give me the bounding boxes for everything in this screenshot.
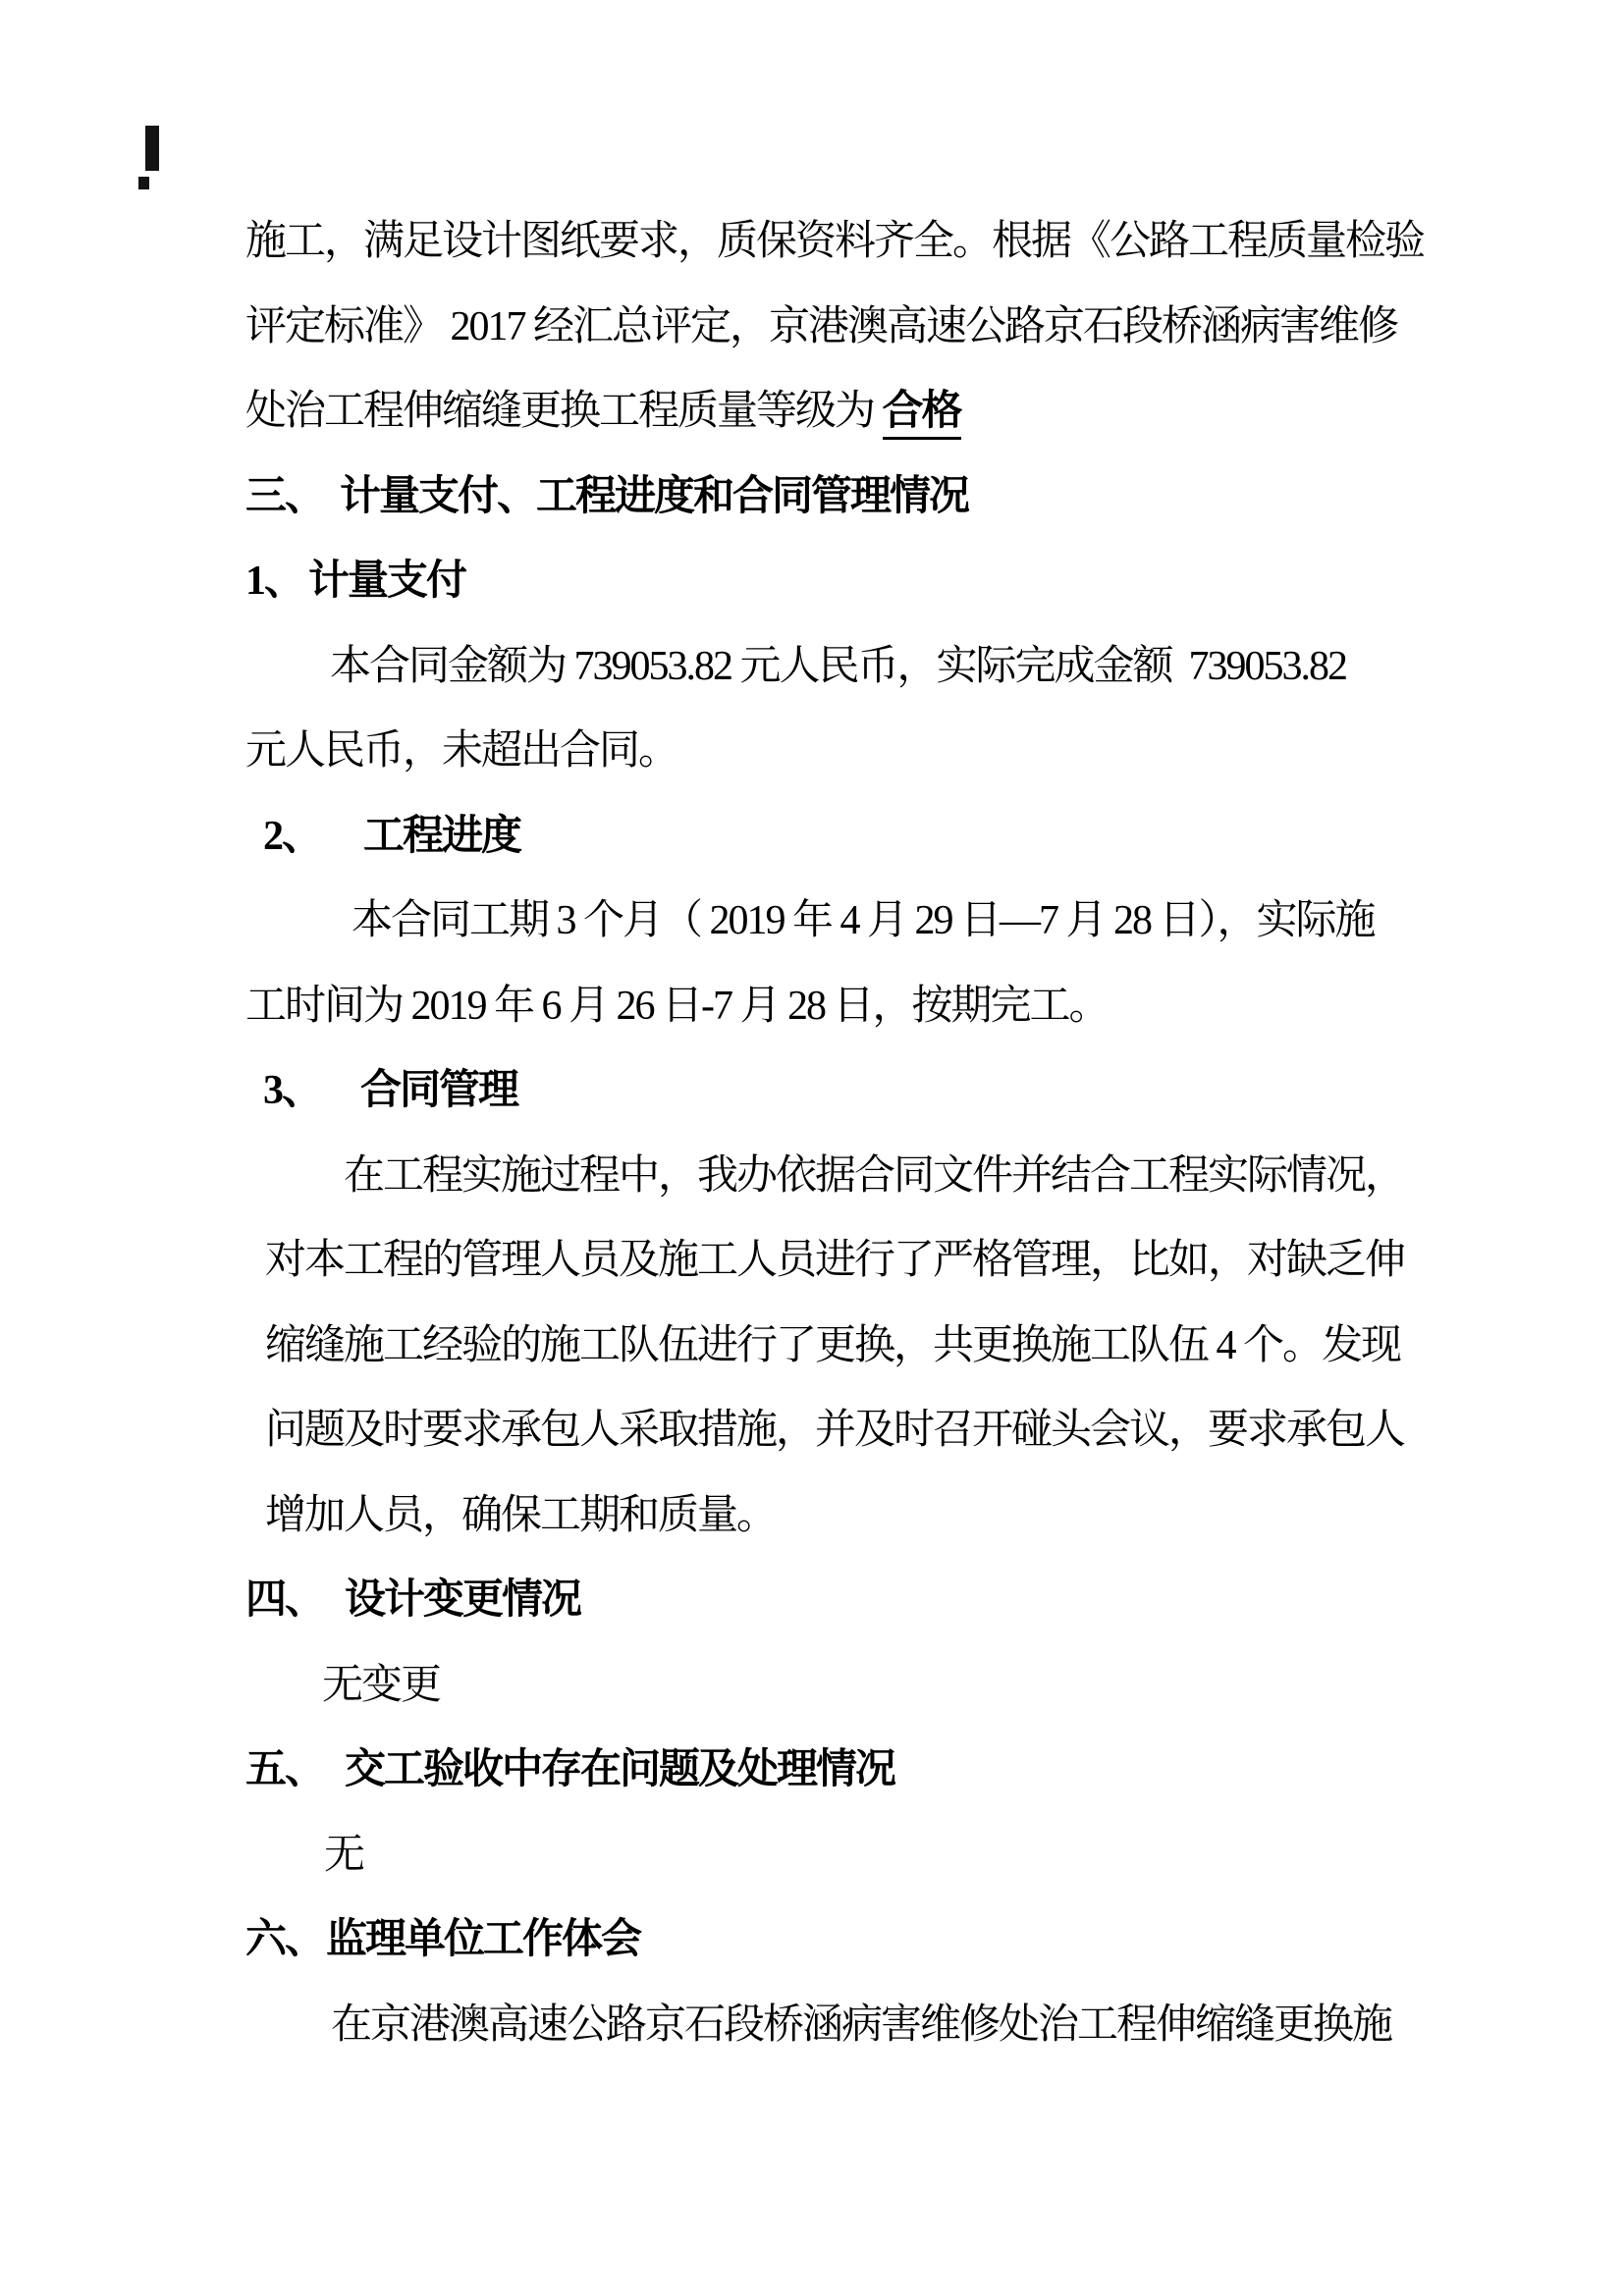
body-line <box>245 1813 1492 1898</box>
body-text: 本合同金额为 739053.82 元人民币，实际完成金额 739053.82 <box>330 643 1347 689</box>
heading-text: 五、 <box>245 1747 325 1792</box>
body-line <box>245 1983 1492 2068</box>
scan-artifact <box>145 126 159 171</box>
heading-text: 2、 <box>263 813 322 859</box>
body-line <box>245 1473 1492 1559</box>
heading-line <box>245 454 1492 540</box>
body-text: 缩缝施工经验的施工队伍进行了更换，共更换施工队伍 4 个。发现 <box>265 1322 1401 1368</box>
heading-line <box>245 794 1492 880</box>
heading-text: 监理单位工作体会 <box>326 1917 641 1962</box>
body-line <box>245 369 1492 454</box>
body-line <box>245 1134 1492 1219</box>
body-text: 在工程实施过程中，我办依据合同文件并结合工程实际情况， <box>344 1152 1405 1199</box>
heading-line <box>245 1728 1492 1813</box>
body-line <box>245 1218 1492 1304</box>
body-line <box>245 879 1492 964</box>
body-text: 问题及时要求承包人采取措施，并及时召开碰头会议，要求承包人 <box>265 1408 1405 1453</box>
body-text: 评定标准》 2017 经汇总评定，京港澳高速公路京石段桥涵病害维修 <box>245 303 1398 349</box>
heading-line <box>245 539 1492 624</box>
body-text: 工时间为 2019 年 6 月 26 日-7 月 28 日，按期完工。 <box>245 983 1109 1029</box>
body-text: 处治工程伸缩缝更换工程质量等级为 <box>245 389 883 434</box>
heading-text: 1、 <box>245 559 304 604</box>
heading-text: 工程进度 <box>363 813 521 859</box>
heading-text: 六、 <box>245 1917 325 1962</box>
heading-line <box>245 1897 1492 1983</box>
body-text: 无变更 <box>322 1662 441 1708</box>
heading-text: 计量支付、工程进度和合同管理情况 <box>340 473 969 519</box>
heading-line <box>245 1048 1492 1134</box>
body-text: 对本工程的管理人员及施工人员进行了严格管理，比如，对缺乏伸 <box>265 1238 1405 1283</box>
body-line <box>245 1304 1492 1389</box>
body-text: 元人民币，未超出合同。 <box>245 728 678 774</box>
body-text: 施工，满足设计图纸要求，质保资料齐全。根据《公路工程质量检验 <box>245 219 1425 264</box>
body-text: 增加人员，确保工期和质量。 <box>265 1492 777 1538</box>
quality-grade-text: 合格 <box>883 389 961 440</box>
document-content <box>245 199 1492 2067</box>
body-text: 在京港澳高速公路京石段桥涵病害维修处治工程伸缩缝更换施 <box>331 2002 1392 2048</box>
body-line <box>245 199 1492 285</box>
body-line <box>245 624 1492 710</box>
heading-line <box>245 1558 1492 1643</box>
heading-text: 四、 <box>245 1577 325 1623</box>
body-line <box>245 709 1492 794</box>
heading-text: 3、 <box>263 1068 322 1113</box>
heading-text: 计量支付 <box>308 559 466 604</box>
body-line <box>245 285 1492 370</box>
body-line <box>245 964 1492 1049</box>
heading-text: 交工验收中存在问题及处理情况 <box>345 1747 895 1792</box>
body-text: 本合同工期 3 个月（ 2019 年 4 月 29 日—7 月 28 日），实际施 <box>352 898 1375 943</box>
scan-artifact <box>138 177 149 189</box>
heading-text: 三、 <box>245 473 325 519</box>
heading-text: 合同管理 <box>360 1068 518 1113</box>
body-text: 无 <box>324 1832 364 1878</box>
body-line <box>245 1388 1492 1473</box>
heading-text: 设计变更情况 <box>345 1577 581 1623</box>
body-line <box>245 1643 1492 1729</box>
